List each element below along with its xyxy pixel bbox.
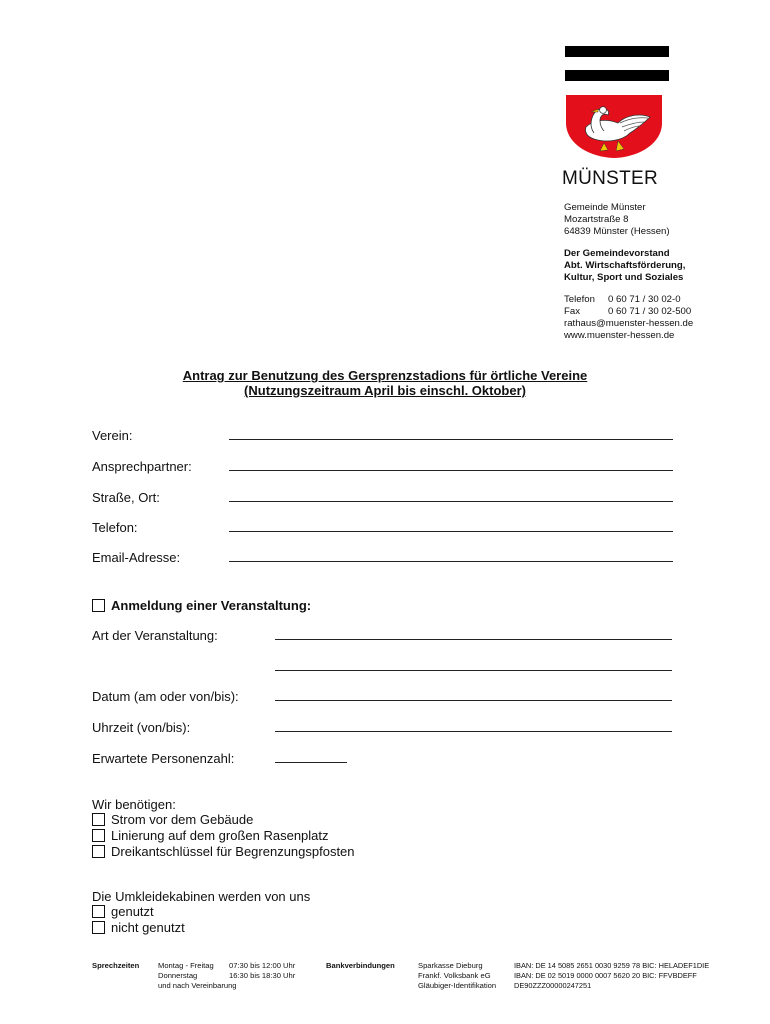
strom-checkbox[interactable] bbox=[92, 813, 105, 826]
field-label-verein: Verein: bbox=[92, 428, 133, 443]
footer-iban: DE90ZZZ00000247251 bbox=[514, 981, 592, 990]
needs-header: Wir benötigen: bbox=[92, 797, 176, 812]
field-label-strasse: Straße, Ort: bbox=[92, 490, 160, 505]
need-item bbox=[92, 812, 253, 827]
event-checkbox[interactable] bbox=[92, 599, 105, 612]
footer-iban: IBAN: DE 14 5085 2651 0030 9259 78 BIC: HELADEF1DIE bbox=[514, 961, 710, 970]
email-link[interactable]: rathaus@muenster-hessen.de bbox=[564, 318, 694, 329]
event-header: Anmeldung einer Veranstaltung: bbox=[111, 598, 312, 613]
website-link[interactable]: www.muenster-hessen.de bbox=[564, 330, 675, 341]
field-label-datum: Datum (am oder von/bis): bbox=[92, 689, 239, 704]
address-line: 64839 Münster (Hessen) bbox=[564, 226, 670, 237]
address-line: Gemeinde Münster bbox=[564, 202, 646, 213]
field-label-uhrzeit: Uhrzeit (von/bis): bbox=[92, 720, 191, 735]
need-label: Linierung auf dem großen Rasenplatz bbox=[111, 828, 329, 843]
need-item bbox=[92, 844, 355, 859]
cabin-option bbox=[92, 920, 185, 935]
logo-bar-top bbox=[565, 46, 669, 57]
department-line: Kultur, Sport und Soziales bbox=[564, 272, 684, 283]
art-input-line[interactable] bbox=[275, 629, 672, 640]
phone-number: 0 60 71 / 30 02-0 bbox=[608, 294, 681, 305]
swan-coat-of-arms-icon bbox=[564, 93, 664, 159]
ansprechpartner-input-line[interactable] bbox=[229, 460, 673, 471]
email-input-line[interactable] bbox=[229, 551, 673, 562]
footer-day: Donnerstag bbox=[158, 971, 198, 980]
personen-input-line[interactable] bbox=[275, 752, 347, 763]
footer-time: 07:30 bis 12:00 Uhr bbox=[229, 961, 296, 970]
phone-row bbox=[564, 294, 693, 306]
department-line: Abt. Wirtschaftsförderung, bbox=[564, 260, 686, 271]
fax-row bbox=[564, 306, 693, 318]
logo-bar-bottom bbox=[565, 70, 669, 81]
verein-input-line[interactable] bbox=[229, 429, 673, 440]
footer-times bbox=[229, 961, 295, 981]
linierung-checkbox[interactable] bbox=[92, 829, 105, 842]
event-section bbox=[92, 598, 311, 613]
footer-ibans bbox=[514, 961, 709, 991]
genutzt-checkbox[interactable] bbox=[92, 905, 105, 918]
footer-banks bbox=[418, 961, 496, 991]
footer-day: und nach Vereinbarung bbox=[158, 981, 237, 990]
cabins-header: Die Umkleidekabinen werden von uns bbox=[92, 889, 311, 904]
field-label-telefon: Telefon: bbox=[92, 520, 138, 535]
address-line: Mozartstraße 8 bbox=[564, 214, 629, 225]
telefon-input-line[interactable] bbox=[229, 521, 673, 532]
footer-bank-label: Bankverbindungen bbox=[326, 961, 395, 970]
need-label: Strom vor dem Gebäude bbox=[111, 812, 254, 827]
strasse-input-line[interactable] bbox=[229, 491, 673, 502]
footer-time: 16:30 bis 18:30 Uhr bbox=[229, 971, 296, 980]
footer-days bbox=[158, 961, 237, 991]
footer-iban: IBAN: DE 02 5019 0000 0007 5620 20 BIC: FFVBDEFF bbox=[514, 971, 697, 980]
field-label-art: Art der Veranstaltung: bbox=[92, 628, 218, 643]
nicht-genutzt-checkbox[interactable] bbox=[92, 921, 105, 934]
schluessel-checkbox[interactable] bbox=[92, 845, 105, 858]
form-title: Antrag zur Benutzung des Gersprenzstadions für örtliche Vereine bbox=[182, 368, 588, 383]
cabin-option-label: genutzt bbox=[111, 904, 154, 919]
need-label: Dreikantschlüssel für Begrenzungspfosten bbox=[111, 844, 355, 859]
town-name: MÜNSTER bbox=[562, 168, 659, 189]
need-item bbox=[92, 828, 329, 843]
footer-day: Montag - Freitag bbox=[158, 961, 214, 970]
field-label-ansprechpartner: Ansprechpartner: bbox=[92, 459, 192, 474]
letterhead-address bbox=[564, 202, 693, 342]
footer-hours-label: Sprechzeiten bbox=[92, 961, 140, 970]
art-input-line-2[interactable] bbox=[275, 660, 672, 671]
uhrzeit-input-line[interactable] bbox=[275, 721, 672, 732]
form-subtitle: (Nutzungszeitraum April bis einschl. Oktober) bbox=[244, 383, 526, 398]
fax-number: 0 60 71 / 30 02-500 bbox=[608, 306, 692, 317]
phone-label: Telefon bbox=[564, 294, 595, 305]
department-line: Der Gemeindevorstand bbox=[564, 248, 670, 259]
footer-bank: Sparkasse Dieburg bbox=[418, 961, 483, 970]
cabin-option bbox=[92, 904, 154, 919]
fax-label: Fax bbox=[564, 306, 580, 317]
footer-bank: Gläubiger-Identifikation bbox=[418, 981, 497, 990]
field-label-personen: Erwartete Personenzahl: bbox=[92, 751, 235, 766]
datum-input-line[interactable] bbox=[275, 690, 672, 701]
field-label-email: Email-Adresse: bbox=[92, 550, 181, 565]
footer-bank: Frankf. Volksbank eG bbox=[418, 971, 491, 980]
cabin-option-label: nicht genutzt bbox=[111, 920, 185, 935]
municipal-logo bbox=[562, 46, 670, 159]
